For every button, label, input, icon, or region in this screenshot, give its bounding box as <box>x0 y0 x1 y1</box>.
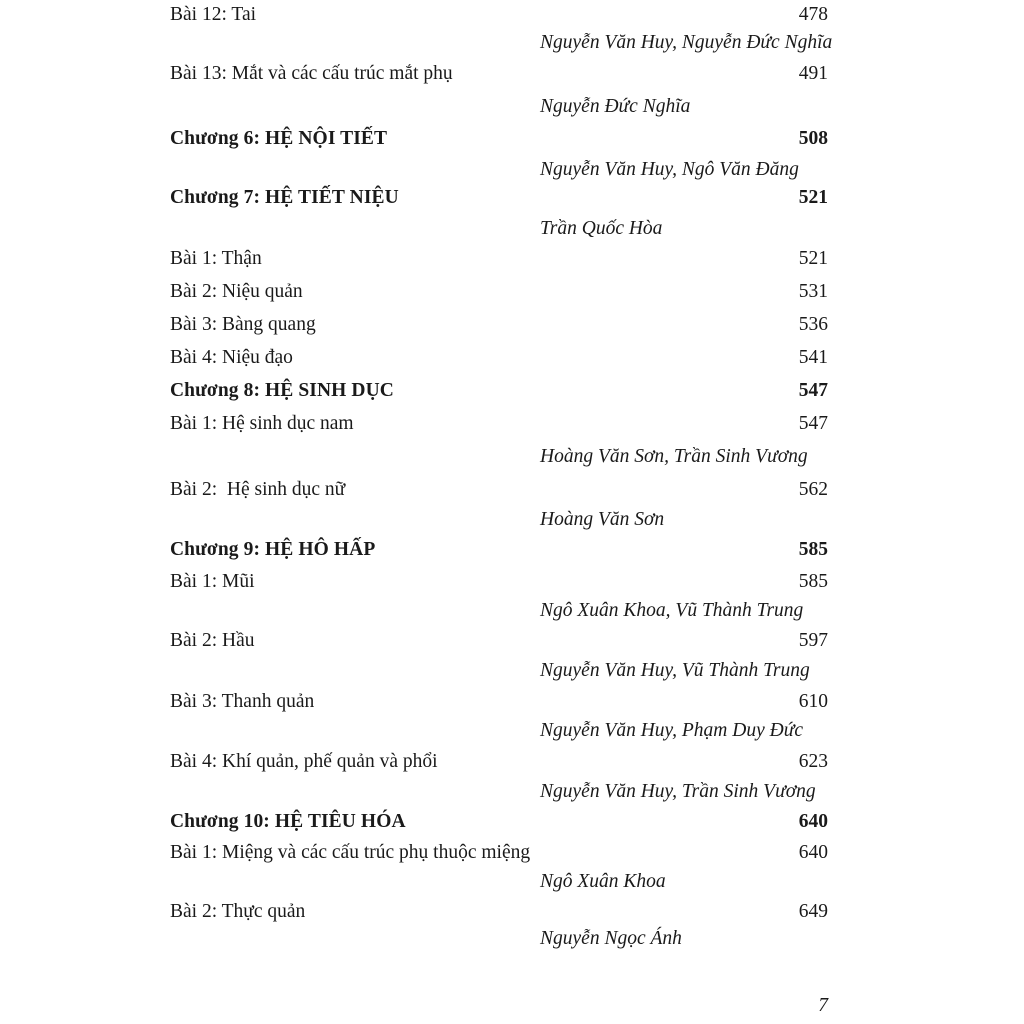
toc-lesson-title[interactable]: Bài 2: Hầu <box>170 630 255 651</box>
toc-lesson-title[interactable]: Bài 1: Hệ sinh dục nam <box>170 413 354 434</box>
toc-author-row <box>0 596 1024 626</box>
toc-entry-row[interactable] <box>0 747 1024 777</box>
toc-author-names: Nguyễn Đức Nghĩa <box>540 96 691 117</box>
toc-entry-row[interactable] <box>0 376 1024 406</box>
toc-lesson-title[interactable]: Bài 2: Hệ sinh dục nữ <box>170 479 346 500</box>
toc-page-number: 547 <box>798 413 828 434</box>
toc-chapter-title[interactable]: Chương 10: HỆ TIÊU HÓA <box>170 811 406 832</box>
toc-lesson-title[interactable]: Bài 3: Bàng quang <box>170 314 316 335</box>
toc-lesson-title[interactable]: Bài 4: Niệu đạo <box>170 347 293 368</box>
toc-author-names: Ngô Xuân Khoa, Vũ Thành Trung <box>540 600 804 621</box>
toc-chapter-title[interactable]: Chương 6: HỆ NỘI TIẾT <box>170 128 388 149</box>
toc-author-names: Trần Quốc Hòa <box>540 218 663 239</box>
toc-entry-row[interactable] <box>0 59 1024 89</box>
toc-entry-row[interactable] <box>0 310 1024 340</box>
toc-entry-row[interactable] <box>0 277 1024 307</box>
toc-page-number: 508 <box>798 128 828 149</box>
toc-page-number: 547 <box>798 380 828 401</box>
toc-page-number: 585 <box>798 571 828 592</box>
toc-entry-row[interactable] <box>0 626 1024 656</box>
toc-author-names: Nguyễn Văn Huy, Phạm Duy Đức <box>540 720 803 741</box>
toc-entry-row[interactable] <box>0 244 1024 274</box>
toc-author-names: Nguyễn Văn Huy, Vũ Thành Trung <box>540 660 810 681</box>
toc-page-number: 649 <box>798 901 828 922</box>
toc-lesson-title[interactable]: Bài 4: Khí quản, phế quản và phổi <box>170 751 438 772</box>
toc-author-row <box>0 716 1024 746</box>
toc-author-names: Hoàng Văn Sơn <box>540 509 665 530</box>
toc-lesson-title[interactable]: Bài 1: Thận <box>170 248 262 269</box>
toc-author-row <box>0 442 1024 472</box>
toc-entry-row[interactable] <box>0 0 1024 30</box>
toc-page-number: 521 <box>798 187 828 208</box>
toc-entry-row[interactable] <box>0 183 1024 213</box>
toc-author-names: Nguyễn Văn Huy, Trần Sinh Vương <box>540 781 816 802</box>
toc-author-row <box>0 28 1024 58</box>
toc-page-number: 640 <box>798 811 828 832</box>
toc-entry-row[interactable] <box>0 567 1024 597</box>
toc-lesson-title[interactable]: Bài 12: Tai <box>170 4 257 25</box>
toc-entry-row[interactable] <box>0 475 1024 505</box>
toc-entry-row[interactable] <box>0 687 1024 717</box>
toc-lesson-title[interactable]: Bài 1: Miệng và các cấu trúc phụ thuộc miệng <box>170 842 531 863</box>
toc-entry-row[interactable] <box>0 897 1024 927</box>
toc-lesson-title[interactable]: Bài 2: Niệu quản <box>170 281 303 302</box>
toc-author-row <box>0 505 1024 535</box>
toc-entry-row[interactable] <box>0 409 1024 439</box>
toc-page-number: 640 <box>798 842 828 863</box>
toc-author-names: Nguyễn Văn Huy, Ngô Văn Đăng <box>540 159 799 180</box>
toc-entry-row[interactable] <box>0 535 1024 565</box>
toc-author-row <box>0 656 1024 686</box>
toc-page-number: 521 <box>798 248 828 269</box>
toc-author-row <box>0 155 1024 185</box>
toc-author-row <box>0 924 1024 954</box>
toc-entry-row[interactable] <box>0 343 1024 373</box>
toc-author-names: Nguyễn Ngọc Ánh <box>540 928 682 949</box>
toc-page-number: 623 <box>798 751 828 772</box>
toc-author-row <box>0 214 1024 244</box>
toc-page-number: 585 <box>798 539 828 560</box>
toc-author-names: Hoàng Văn Sơn, Trần Sinh Vương <box>540 446 808 467</box>
toc-page-number: 491 <box>798 63 828 84</box>
toc-chapter-title[interactable]: Chương 9: HỆ HÔ HẤP <box>170 539 376 560</box>
toc-chapter-title[interactable]: Chương 8: HỆ SINH DỤC <box>170 380 394 401</box>
toc-author-names: Nguyễn Văn Huy, Nguyễn Đức Nghĩa <box>540 32 833 53</box>
toc-author-row <box>0 92 1024 122</box>
toc-author-row <box>0 777 1024 807</box>
toc-author-names: Ngô Xuân Khoa <box>540 871 666 892</box>
toc-chapter-title[interactable]: Chương 7: HỆ TIẾT NIỆU <box>170 187 399 208</box>
toc-page-number: 610 <box>798 691 828 712</box>
toc-page-number: 531 <box>798 281 828 302</box>
toc-page-number: 597 <box>798 630 828 651</box>
toc-author-row <box>0 867 1024 897</box>
toc-lesson-title[interactable]: Bài 3: Thanh quản <box>170 691 315 712</box>
toc-lesson-title[interactable]: Bài 13: Mắt và các cấu trúc mắt phụ <box>170 63 453 84</box>
toc-page-number: 562 <box>798 479 828 500</box>
toc-page-number: 541 <box>798 347 828 368</box>
toc-entry-row[interactable] <box>0 124 1024 154</box>
toc-page-number: 536 <box>798 314 828 335</box>
toc-entry-row[interactable] <box>0 807 1024 837</box>
toc-lesson-title[interactable]: Bài 2: Thực quản <box>170 901 306 922</box>
toc-page-number: 478 <box>798 4 828 25</box>
page-folio: 7 <box>818 995 828 1016</box>
toc-lesson-title[interactable]: Bài 1: Mũi <box>170 571 255 592</box>
toc-entry-row[interactable] <box>0 838 1024 868</box>
